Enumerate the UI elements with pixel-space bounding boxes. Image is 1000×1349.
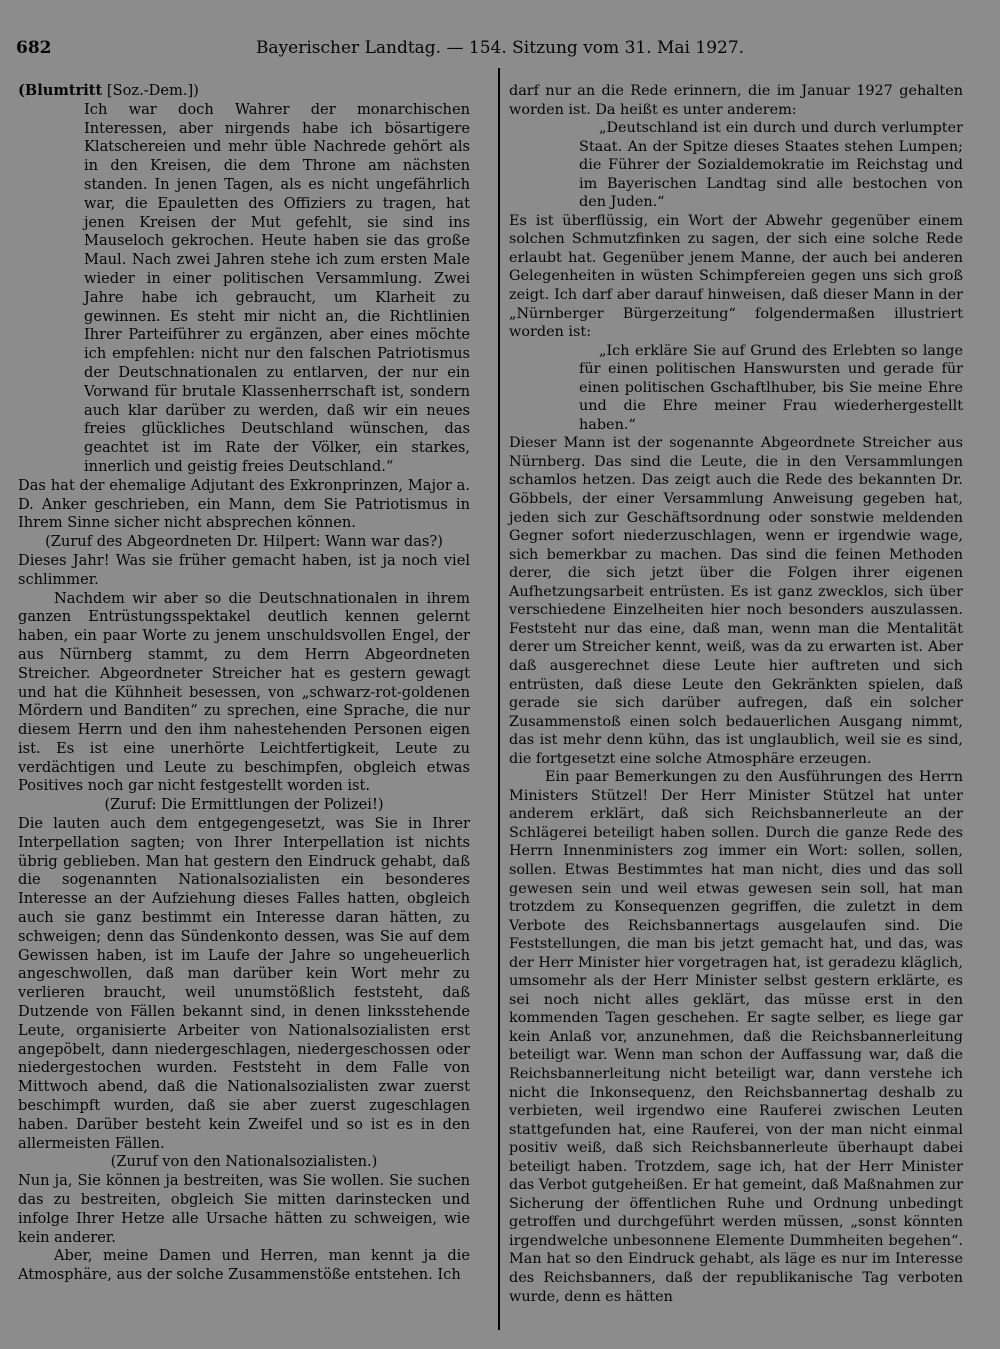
left-column: [18, 82, 470, 1285]
speaker-party: [Soz.-Dem.]): [102, 82, 199, 99]
right-column: [509, 82, 963, 1306]
speaker-name: (Blumtritt: [18, 82, 103, 99]
paragraph: Nachdem wir aber so die Deutschnationalen in ihrem ganzen Entrüstungsspektakel deutlich kennen gelernt haben, ein paar Worte zu jenem unschuldsvollen Engel, der aus Nürnberg stammt, zu dem Herrn Abgeordneten Streicher. Abgeordneter Streicher hat es gestern gewagt und hat die Kühnheit besessen, von „schwarz-rot-goldenen Mördern und Banditen“ zu sprechen, eine Sprache, die nur diesem Herrn und den ihm nahestehenden Personen eigen ist. Es ist eine unerhörte Leichtfertigkeit, Leute zu verdächtigen und Leute zu beschimpfen, obgleich etwas Positives noch gar nicht festgestellt worden ist.: [18, 589, 470, 795]
paragraph: darf nur an die Rede erinnern, die im Januar 1927 gehalten worden ist. Da heißt es unter anderem:: [509, 83, 963, 118]
paragraph: Die lauten auch dem entgegengesetzt, was Sie in Ihrer Interpellation sagten; von Ihrer Interpellation ist nichts übrig geblieben. Man hat gestern den Eindruck gehabt, daß die sogenannten Nationalsozialisten ein besonderes Interesse an der Aufziehung dieses Falles hatten, obgleich auch sie ganz bestimmt ein Interesse daran hätten, zu schweigen; denn das Sündenkonto dessen, was Sie auf dem Gewissen haben, ist im Laufe der Jahre so ungeheuerlich angeschwollen, daß man darüber kein Wort mehr zu verlieren braucht, weil unumstößlich feststeht, daß Dutzende von Fällen bekannt sind, in denen linksstehende Leute, organisierte Arbeiter von Nationalsozialisten erst angepöbelt, dann niedergeschlagen, niedergeschossen oder niedergestochen wurden. Feststeht in dem Falle von Mittwoch abend, daß die Nationalsozialisten zwar zuerst beschimpft wurden, daß sie aber zuerst zugeschlagen haben. Darüber besteht kein Zweifel und so ist es in den allermeisten Fällen.: [18, 815, 470, 1152]
paragraph: Dieser Mann ist der sogenannte Abgeordnete Streicher aus Nürnberg. Das sind die Leute, die in den Versammlungen schamlos hetzen. Das zeigt auch die Rede des bekannten Dr. Göbbels, der einer Versammlung Anweisung gegeben hat, jeden sich zur Geschäftsordnung oder sonstwie meldenden Gegner sofort niederzuschlagen, wenn er irgendwie wage, sich bemerkbar zu machen. Das sind die feinen Methoden derer, die sich jetzt über die Folgen ihrer eigenen Aufhetzungsarbeit entrüsten. Es ist ganz zwecklos, sich über verschiedene Einzelheiten hier noch besonders auszulassen. Feststeht nur das eine, daß man, wenn man die Mentalität derer um Streicher kennt, weiß, was da zu erwarten ist. Aber daß ausgerechnet diese Leute hier auftreten und sich entrüsten, daß diese Leute den Gekränkten spielen, daß gerade sie sich darüber aufregen, daß ein solcher Zusammenstoß einen solch bedauerlichen Ausgang nimmt, das ist mehr denn kühn, das ist unglaublich, weil sie es sind, die fortgesetzt eine solche Atmosphäre erzeugen.: [509, 435, 963, 767]
paragraph: Dieses Jahr! Was sie früher gemacht haben, ist ja noch viel schlimmer.: [18, 551, 470, 588]
paragraph: Es ist überflüssig, ein Wort der Abwehr gegenüber einem solchen Schmutzfinken zu sagen, der sich eine solche Rede erlaubt hat. Gegenüber jenem Manne, der auch bei anderen Gelegenheiten in wüsten Schimpfereien gegen uns sich groß zeigt. Ich darf aber darauf hinweisen, daß dieser Mann in der „Nürnberger Bürgerzeitung“ folgendermaßen illustriert worden ist:: [509, 212, 963, 341]
interjection: (Zuruf: Die Ermittlungen der Polizei!): [104, 796, 384, 814]
speaker-line: [18, 82, 470, 101]
running-title: Bayerischer Landtag. — 154. Sitzung vom 31. Mai 1927.: [255, 38, 745, 58]
interjection: (Zuruf von den Nationalsozialisten.): [110, 1153, 378, 1171]
paragraph: Ein paar Bemerkungen zu den Ausführungen des Herrn Ministers Stützel! Der Herr Minister Stützel hat unter anderem erklärt, daß sich Reichsbannerleute an der Schlägerei beteiligt haben sollen. Durch die ganze Rede des Herrn Innenministers zog immer ein Wort: sollen, sollen, sollen. Etwas Bestimmtes hat man nicht, dies und das soll gewesen sein und weil etwas gewesen sein soll, hat man trotzdem zu Konsequenzen gegriffen, die zuletzt in dem Verbote des Reichsbannertags ausgelaufen sind. Die Feststellungen, die man bis jetzt gemacht hat, und das, was der Herr Minister hier vorgetragen hat, ist geradezu kläglich, umsomehr als der Herr Minister selbst gestern erklärte, es sei noch nicht alles geklärt, das müsse erst in den kommenden Tagen geschehen. Er sagte selber, es liege gar kein Anlaß vor, anzunehmen, daß die Reichsbannerleitung beteiligt war. Wenn man schon der Auffassung war, daß die Reichsbannerleitung nicht beteiligt war, dann verstehe ich nicht die Inkonsequenz, den Reichsbannertag deshalb zu verbieten, weil irgendwo eine Rauferei zwischen Leuten stattgefunden hat, eine Rauferei, von der man nicht einmal positiv weiß, daß sich Reichsbannerleute überhaupt dabei beteiligt haben. Trotzdem, sage ich, hat der Herr Minister das Verbot gutgeheißen. Er hat gemeint, daß Maßnahmen zur Sicherung der öffentlichen Ruhe und Ordnung unbedingt getroffen und durchgeführt werden müssen, „sonst könnten irgendwelche unbesonnene Elemente Dummheiten begehen“. Man hat so den Eindruck gehabt, als läge es nur im Interesse des Reichsbanners, daß der republikanische Tag verboten wurde, denn es hätten: [509, 769, 963, 1305]
paragraph: Nun ja, Sie können ja bestreiten, was Sie wollen. Sie suchen das zu bestreiten, obgleich Sie mitten darinstecken und infolge Ihrer Hetze alle Ursache hätten zu schweigen, wie kein anderer.: [18, 1172, 470, 1246]
paragraph: Das hat der ehemalige Adjutant des Exkronprinzen, Major a. D. Anker geschrieben, ein Mann, dem Sie Patriotismus in Ihrem Sinne sicher nicht absprechen können.: [18, 476, 470, 532]
quotation-paragraph: „Deutschland ist ein durch und durch verlumpter Staat. An der Spitze dieses Staates stehen Lumpen; die Führer der Sozialdemokratie im Reichstag und im Bayerischen Landtag sind alle bestochen von den Juden.“: [579, 120, 963, 211]
page-number: 682: [16, 38, 52, 58]
quotation-paragraph: Ich war doch Wahrer der monarchischen Interessen, aber nirgends habe ich bösartigere Klatschereien und mehr üble Nachrede gehört als in den Kreisen, die dem Throne am nächsten standen. In jenen Tagen, als es nicht ungefährlich war, die Epauletten des Offiziers zu tragen, hat jenen Kreisen der Mut gefehlt, sie sind ins Mauseloch gekrochen. Heute haben sie das große Maul. Nach zwei Jahren stehe ich zum ersten Male wieder in einer politischen Versammlung. Zwei Jahre habe ich gebraucht, um Klarheit zu gewinnen. Es steht mir nicht an, die Richtlinien Ihrer Parteiführer zu ergänzen, aber eines möchte ich empfehlen: nicht nur den falschen Patriotismus der Deutschnationalen zu entlarven, der nur ein Vorwand für brutale Klassenherrschaft ist, sondern auch klar darüber zu werden, daß wir ein neues freies glückliches Deutschland wünschen, das geachtet ist im Rate der Völker, ein starkes, innerlich und geistig freies Deutschland.“: [84, 100, 470, 475]
page-header: [16, 38, 984, 64]
paragraph: Aber, meine Damen und Herren, man kennt ja die Atmosphäre, aus der solche Zusammenstöße entstehen. Ich: [18, 1247, 470, 1284]
quotation-paragraph: „Ich erkläre Sie auf Grund des Erlebten so lange für einen politischen Hanswursten und gerade für einen politischen Gschaftlhuber, bis Sie meine Ehre und die Ehre meiner Frau wiederhergestellt haben.“: [579, 342, 963, 433]
column-divider: [498, 68, 500, 1330]
interjection: (Zuruf des Abgeordneten Dr. Hilpert: Wann war das?): [45, 533, 443, 551]
